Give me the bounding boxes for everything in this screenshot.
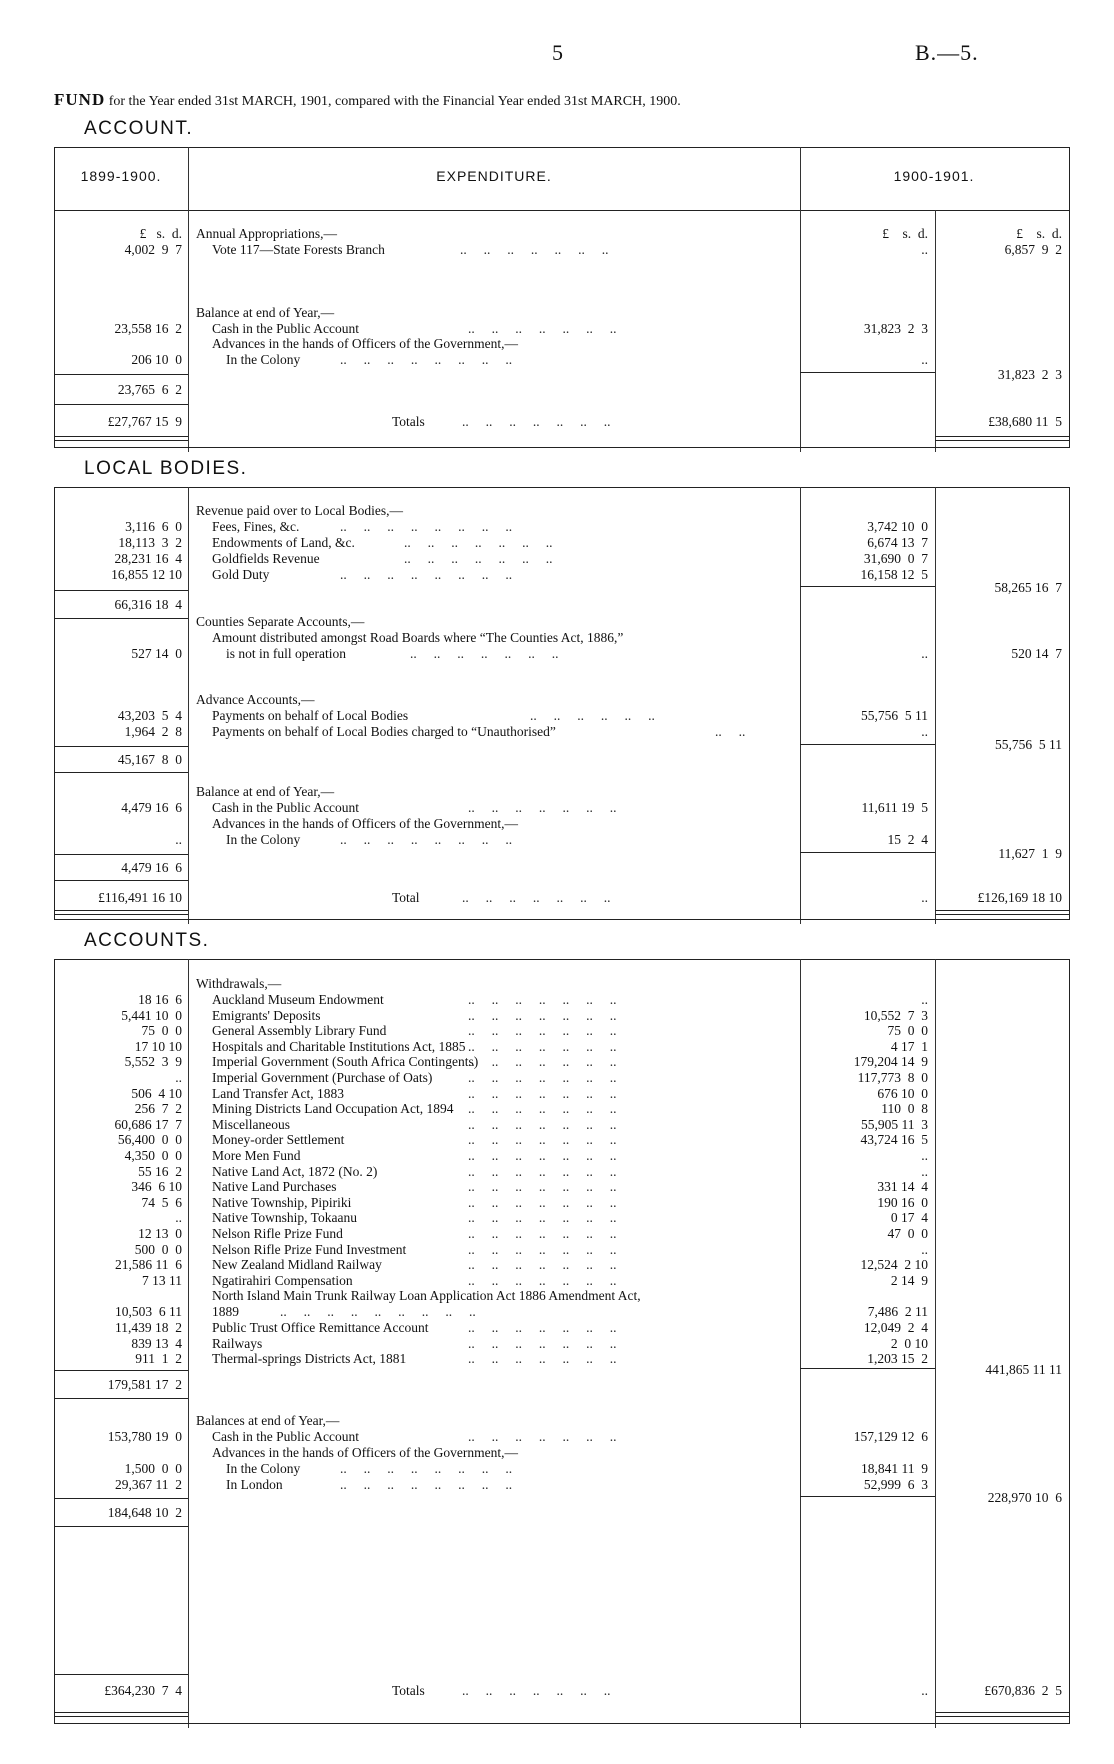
subtotal-b: 55,756 5 11 xyxy=(995,737,1062,752)
value-a: 31,823 2 3 xyxy=(863,321,928,336)
value-prev: 43,203 5 4 xyxy=(117,708,182,723)
page-number: 5 xyxy=(552,40,563,65)
line-label: North Island Main Trunk Railway Loan Application Act 1886 Amendment Act, xyxy=(212,1288,641,1303)
title-text: for the Year ended 31st MARCH, 1901, compared with the Financial Year ended 31st MARCH, 1900. xyxy=(108,94,681,109)
total-double-rule xyxy=(935,436,1069,441)
col-header-prev: 1899-1900. xyxy=(80,168,162,184)
value-prev: 4,350 0 0 xyxy=(124,1148,182,1163)
value-a: .. xyxy=(921,1241,928,1257)
leader-dots: .. .. .. .. .. .. .. xyxy=(468,1085,617,1101)
line-label: Nelson Rifle Prize Fund Investment xyxy=(212,1241,407,1257)
value-prev: 23,558 16 2 xyxy=(114,321,182,336)
total-double-rule xyxy=(54,436,188,441)
leader-dots: .. .. .. .. .. .. .. xyxy=(468,1320,617,1335)
leader-dots: .. .. .. .. .. .. .. xyxy=(468,1023,617,1039)
page-title xyxy=(54,90,681,110)
header-rule xyxy=(54,210,1069,211)
value-prev: 5,552 3 9 xyxy=(124,1054,182,1070)
units-right-b: £ s. d. xyxy=(1016,226,1062,241)
col-divider xyxy=(935,210,936,452)
subtotal-prev: 179,581 17 2 xyxy=(107,1377,182,1392)
value-prev: 29,367 11 2 xyxy=(115,1477,182,1492)
value-a: 2 14 9 xyxy=(890,1272,928,1288)
subtotal-prev: 45,167 8 0 xyxy=(117,752,182,767)
line-label: 1889 xyxy=(212,1304,239,1319)
value-prev: 3,116 6 0 xyxy=(125,519,182,534)
value-prev: 4,479 16 6 xyxy=(121,800,182,815)
line-label: General Assembly Library Fund xyxy=(212,1023,387,1039)
value-prev: 256 7 2 xyxy=(134,1101,182,1117)
line-label: Annual Appropriations,— xyxy=(196,226,337,241)
value-a: 110 0 8 xyxy=(881,1101,928,1117)
value-a: 0 17 4 xyxy=(890,1210,928,1226)
line-label: Native Township, Pipiriki xyxy=(212,1194,352,1210)
leader-dots: .. .. .. .. .. .. .. xyxy=(468,1163,617,1179)
leader-dots: .. .. .. .. .. .. .. xyxy=(468,1179,617,1195)
line-label: Cash in the Public Account xyxy=(212,1429,359,1444)
subtotal-rule xyxy=(800,744,935,745)
value-a: 15 2 4 xyxy=(887,832,928,847)
line-label: Imperial Government (Purchase of Oats) xyxy=(212,1070,433,1085)
value-prev: 75 0 0 xyxy=(141,1023,182,1039)
line-label: In London xyxy=(226,1477,283,1492)
line-label: New Zealand Midland Railway xyxy=(212,1257,382,1273)
line-label: Gold Duty xyxy=(212,567,270,582)
subtotal-rule xyxy=(800,1368,935,1369)
value-prev: 500 0 0 xyxy=(134,1241,182,1257)
leader-dots: .. .. .. .. .. .. .. xyxy=(468,1241,617,1257)
total-rule xyxy=(54,1674,188,1675)
subtotal-rule xyxy=(54,854,188,855)
value-prev: 11,439 18 2 xyxy=(115,1320,182,1335)
value-a: .. xyxy=(921,724,928,739)
leader-dots: .. .. .. .. .. .. .. xyxy=(468,1194,617,1210)
total-double-rule xyxy=(935,1712,1069,1717)
line-label: Railways xyxy=(212,1335,263,1351)
line-label: Vote 117—State Forests Branch xyxy=(212,242,385,257)
value-a: .. xyxy=(921,352,928,367)
value-a: 157,129 12 6 xyxy=(853,1429,928,1444)
leader-dots: .. .. .. .. .. .. .. xyxy=(468,992,617,1007)
subtotal-rule xyxy=(54,590,188,591)
value-a: 12,049 2 4 xyxy=(863,1320,928,1335)
value-prev: 17 10 10 xyxy=(134,1038,182,1054)
value-prev: 74 5 6 xyxy=(141,1194,182,1210)
subtotal-b: 228,970 10 6 xyxy=(987,1490,1062,1505)
value-prev: 21,586 11 6 xyxy=(115,1257,182,1273)
value-prev: 10,503 6 11 xyxy=(115,1304,182,1319)
value-prev: 153,780 19 0 xyxy=(107,1429,182,1444)
total-a: .. xyxy=(921,1683,928,1698)
value-b: 6,857 9 2 xyxy=(1004,242,1062,257)
line-label: Nelson Rifle Prize Fund xyxy=(212,1226,343,1241)
line-label: Thermal-springs Districts Act, 1881 xyxy=(212,1351,407,1367)
value-a: 676 10 0 xyxy=(877,1085,928,1101)
value-prev: 7 13 11 xyxy=(142,1272,182,1288)
line-label: In the Colony xyxy=(226,352,301,367)
value-prev: 12 13 0 xyxy=(138,1226,182,1241)
line-label: In the Colony xyxy=(226,832,301,847)
total-b: £670,836 2 5 xyxy=(984,1683,1062,1698)
subtotal-b: 31,823 2 3 xyxy=(997,367,1062,382)
col-divider xyxy=(188,487,189,924)
units-right-a: £ s. d. xyxy=(882,226,928,241)
value-prev: 56,400 0 0 xyxy=(117,1132,182,1148)
col-divider xyxy=(935,487,936,924)
line-label: Payments on behalf of Local Bodies xyxy=(212,708,409,723)
line-label: Fees, Fines, &c. xyxy=(212,519,300,534)
value-b: 520 14 7 xyxy=(1011,646,1062,661)
line-label: Mining Districts Land Occupation Act, 1894 xyxy=(212,1101,454,1117)
line-label: Amount distributed amongst Road Boards where “The Counties Act, 1886,” xyxy=(212,630,624,645)
line-label: Cash in the Public Account xyxy=(212,800,359,815)
line-label: Counties Separate Accounts,— xyxy=(196,614,365,629)
subtotal-rule xyxy=(54,1498,188,1499)
col-divider xyxy=(935,959,936,1728)
line-label: Revenue paid over to Local Bodies,— xyxy=(196,503,403,518)
value-prev: 4,002 9 7 xyxy=(124,242,182,257)
leader-dots: .. .. .. .. .. .. .. xyxy=(468,1351,617,1367)
value-prev: 346 6 10 xyxy=(131,1179,182,1195)
value-prev: .. xyxy=(175,832,182,847)
value-a: 47 0 0 xyxy=(887,1226,928,1241)
value-a: 16,158 12 5 xyxy=(860,567,928,582)
value-a: 55,756 5 11 xyxy=(861,708,928,723)
value-a: 12,524 2 10 xyxy=(860,1257,928,1273)
value-a: 117,773 8 0 xyxy=(857,1070,928,1085)
leader-dots: .. .. .. .. .. .. .. xyxy=(468,1101,617,1117)
subtotal-rule xyxy=(800,852,935,853)
total-double-rule xyxy=(54,1712,188,1717)
account-table xyxy=(54,147,1070,448)
section-title-accounts: ACCOUNTS. xyxy=(84,930,210,951)
line-label: In the Colony xyxy=(226,1461,301,1476)
total-rule xyxy=(54,404,188,405)
value-a: 18,841 11 9 xyxy=(861,1461,928,1476)
col-divider xyxy=(800,487,801,924)
value-a: .. xyxy=(921,1163,928,1179)
line-label: Imperial Government (South Africa Contingents) xyxy=(212,1054,479,1070)
total-prev: £364,230 7 4 xyxy=(104,1683,182,1698)
col-divider xyxy=(800,959,801,1728)
line-label: Advances in the hands of Officers of the Government,— xyxy=(212,816,519,831)
subtotal-b: 11,627 1 9 xyxy=(998,846,1062,861)
line-label: Native Land Purchases xyxy=(212,1179,337,1195)
line-label: Balance at end of Year,— xyxy=(196,305,335,320)
subtotal-prev: 184,648 10 2 xyxy=(107,1505,182,1520)
line-label: Miscellaneous xyxy=(212,1116,290,1132)
line-label: Public Trust Office Remittance Account xyxy=(212,1320,429,1335)
units-left: £ s. d. xyxy=(139,226,182,241)
subtotal-rule xyxy=(800,1496,935,1497)
total-b: £38,680 11 5 xyxy=(988,414,1062,429)
value-a: 190 16 0 xyxy=(877,1194,928,1210)
value-a: .. xyxy=(921,992,928,1007)
leader-dots: .. .. .. .. .. .. .. xyxy=(468,1335,617,1351)
total-a: .. xyxy=(921,890,928,905)
total-prev: £116,491 16 10 xyxy=(98,890,182,905)
value-prev: .. xyxy=(175,1210,182,1226)
line-label: Money-order Settlement xyxy=(212,1132,345,1148)
leader-dots: .. .. .. .. .. .. .. xyxy=(468,1070,617,1085)
col-divider xyxy=(188,959,189,1728)
value-prev: 60,686 17 7 xyxy=(114,1116,182,1132)
rule xyxy=(54,1526,188,1527)
value-prev: 16,855 12 10 xyxy=(111,567,182,582)
value-a: 179,204 14 9 xyxy=(853,1054,928,1070)
leader-dots: .. .. .. .. .. .. .. xyxy=(468,1257,617,1273)
rule xyxy=(54,618,188,619)
value-prev: 1,964 2 8 xyxy=(124,724,182,739)
col-header-curr: 1900-1901. xyxy=(893,168,975,184)
leader-dots: .. .. .. .. .. .. .. xyxy=(468,1148,617,1163)
leader-dots: .. .. .. .. .. .. .. xyxy=(468,1226,617,1241)
line-label: Payments on behalf of Local Bodies charged to “Unauthorised” xyxy=(212,724,556,739)
table-bottom xyxy=(54,1723,1069,1724)
total-rule xyxy=(54,880,188,881)
value-prev: 206 10 0 xyxy=(131,352,182,367)
line-label: is not in full operation xyxy=(226,646,346,661)
table-bottom xyxy=(54,447,1069,448)
value-a: .. xyxy=(921,1148,928,1163)
value-a: 10,552 7 3 xyxy=(863,1007,928,1023)
subtotal-prev: 66,316 18 4 xyxy=(114,597,182,612)
value-a: 331 14 4 xyxy=(877,1179,928,1195)
subtotal-b: 441,865 11 11 xyxy=(985,1362,1062,1377)
leader-dots: .. .. .. .. .. .. .. xyxy=(468,1007,617,1023)
title-bold: FUND xyxy=(54,90,106,109)
subtotal-prev: 23,765 6 2 xyxy=(117,382,182,397)
line-label: Goldfields Revenue xyxy=(212,551,320,566)
value-a: .. xyxy=(921,646,928,661)
line-label: Advances in the hands of Officers of the Government,— xyxy=(212,336,519,351)
value-prev: 527 14 0 xyxy=(131,646,182,661)
leader-dots: .. .. .. .. .. .. .. xyxy=(468,1210,617,1226)
leader-dots: .. .. .. .. .. .. .. xyxy=(468,1132,617,1148)
value-a: 75 0 0 xyxy=(887,1023,928,1039)
value-a: 1,203 15 2 xyxy=(867,1351,928,1367)
line-label: Balance at end of Year,— xyxy=(196,784,335,799)
value-prev: 55 16 2 xyxy=(138,1163,182,1179)
value-a: 2 0 10 xyxy=(890,1335,928,1351)
value-prev: 18 16 6 xyxy=(138,992,182,1007)
line-label: Ngatirahiri Compensation xyxy=(212,1272,353,1288)
line-label: Native Land Act, 1872 (No. 2) xyxy=(212,1163,378,1179)
col-divider xyxy=(188,147,189,452)
total-label: Totals xyxy=(392,1683,425,1698)
value-a: 4 17 1 xyxy=(890,1038,928,1054)
value-a: 3,742 10 0 xyxy=(867,519,928,534)
total-b: £126,169 18 10 xyxy=(977,890,1062,905)
col-header-expenditure: EXPENDITURE. xyxy=(436,168,552,184)
value-prev: 506 4 10 xyxy=(131,1085,182,1101)
table-bottom xyxy=(54,919,1069,920)
value-a: 11,611 19 5 xyxy=(861,800,928,815)
value-a: .. xyxy=(921,242,928,257)
value-prev: 911 1 2 xyxy=(135,1351,182,1367)
total-label: Total xyxy=(392,890,420,905)
page-reference: B.—5. xyxy=(915,40,979,65)
value-prev: 1,500 0 0 xyxy=(124,1461,182,1476)
subtotal-rule xyxy=(800,372,935,373)
line-label: Emigrants' Deposits xyxy=(212,1007,321,1023)
subtotal-rule xyxy=(800,586,935,587)
total-prev: £27,767 15 9 xyxy=(107,414,182,429)
line-label: Hospitals and Charitable Institutions Act, 1885 xyxy=(212,1038,466,1054)
value-prev: 18,113 3 2 xyxy=(118,535,182,550)
leader-dots: .. .. .. .. .. .. .. xyxy=(468,1054,617,1070)
value-a: 31,690 0 7 xyxy=(863,551,928,566)
line-label: Native Township, Tokaanu xyxy=(212,1210,357,1226)
line-label: Advance Accounts,— xyxy=(196,692,315,707)
subtotal-prev: 4,479 16 6 xyxy=(121,860,182,875)
line-label: Auckland Museum Endowment xyxy=(212,992,384,1007)
value-prev: 839 13 4 xyxy=(131,1335,182,1351)
rule xyxy=(54,1398,188,1399)
value-prev: .. xyxy=(175,1070,182,1085)
total-double-rule xyxy=(935,910,1069,915)
value-prev: 5,441 10 0 xyxy=(121,1007,182,1023)
col-divider xyxy=(800,147,801,452)
leader-dots: .. .. .. .. .. .. .. xyxy=(468,1272,617,1288)
subtotal-rule xyxy=(54,746,188,747)
line-label: More Men Fund xyxy=(212,1148,301,1163)
value-prev: 28,231 16 4 xyxy=(114,551,182,566)
subtotal-rule xyxy=(54,374,188,375)
value-a: 7,486 2 11 xyxy=(867,1304,928,1319)
value-a: 43,724 16 5 xyxy=(860,1132,928,1148)
total-double-rule xyxy=(54,910,188,915)
value-a: 6,674 13 7 xyxy=(867,535,928,550)
section-title-account: ACCOUNT. xyxy=(84,118,194,139)
rule xyxy=(54,772,188,773)
line-label: Cash in the Public Account xyxy=(212,321,359,336)
value-a: 52,999 6 3 xyxy=(863,1477,928,1492)
section-title-local-bodies: LOCAL BODIES. xyxy=(84,458,248,479)
line-label: Advances in the hands of Officers of the Government,— xyxy=(212,1445,519,1460)
line-label: Withdrawals,— xyxy=(196,976,282,991)
total-label: Totals xyxy=(392,414,425,429)
line-label: Balances at end of Year,— xyxy=(196,1413,340,1428)
leader-dots: .. .. .. .. .. .. .. xyxy=(468,1038,617,1054)
line-label: Land Transfer Act, 1883 xyxy=(212,1085,344,1101)
line-label: Endowments of Land, &c. xyxy=(212,535,355,550)
subtotal-b: 58,265 16 7 xyxy=(994,580,1062,595)
value-a: 55,905 11 3 xyxy=(861,1116,928,1132)
leader-dots: .. .. .. .. .. .. .. xyxy=(468,1116,617,1132)
subtotal-rule xyxy=(54,1370,188,1371)
